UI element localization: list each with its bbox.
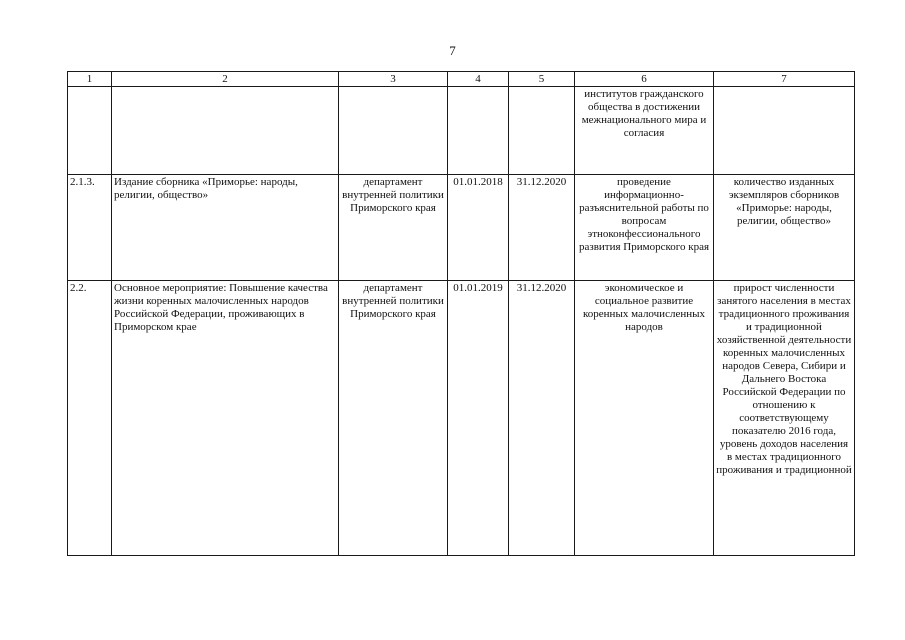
end-date-cell xyxy=(509,87,575,175)
start-date-cell xyxy=(448,87,509,175)
header-cell: 4 xyxy=(448,72,509,87)
table-row xyxy=(68,87,855,175)
header-cell: 1 xyxy=(68,72,112,87)
executor-cell xyxy=(339,87,448,175)
executor-cell: департамент внутренней политики Приморского края xyxy=(339,175,448,281)
end-date-cell: 31.12.2020 xyxy=(509,281,575,556)
end-date-cell: 31.12.2020 xyxy=(509,175,575,281)
header-cell: 7 xyxy=(714,72,855,87)
result-cell: институтов гражданского общества в достижении межнационального мира и согласия xyxy=(575,87,714,175)
result-cell: проведение информационно-разъяснительной работы по вопросам этноконфессионального развития Приморского края xyxy=(575,175,714,281)
start-date-cell: 01.01.2019 xyxy=(448,281,509,556)
result-cell: экономическое и социальное развитие коренных малочисленных народов xyxy=(575,281,714,556)
indicator-cell: прирост численности занятого населения в местах традиционного проживания и традиционной хозяйственной деятельности коренных малочисленных народов Севера, Сибири и Дальнего Востока Российской Федерации по отношению к соответствующему показателю 2016 года, уровень доходов населения в местах традиционного проживания и традиционной xyxy=(714,281,855,556)
executor-cell: департамент внутренней политики Приморского края xyxy=(339,281,448,556)
program-table xyxy=(67,71,855,556)
table-row xyxy=(68,175,855,281)
item-number-cell xyxy=(68,87,112,175)
item-name-cell xyxy=(112,87,339,175)
page-number: 7 xyxy=(449,43,456,58)
item-number-cell: 2.2. xyxy=(68,281,112,556)
header-cell: 6 xyxy=(575,72,714,87)
indicator-cell: количество изданных экземпляров сборников «Приморье: народы, религии, общество» xyxy=(714,175,855,281)
indicator-cell xyxy=(714,87,855,175)
item-number-cell: 2.1.3. xyxy=(68,175,112,281)
item-name-cell: Основное мероприятие: Повышение качества жизни коренных малочисленных народов Российской Федерации, проживающих в Приморском крае xyxy=(112,281,339,556)
header-cell: 5 xyxy=(509,72,575,87)
table-row xyxy=(68,281,855,556)
item-name-cell: Издание сборника «Приморье: народы, религии, общество» xyxy=(112,175,339,281)
header-cell: 3 xyxy=(339,72,448,87)
header-cell: 2 xyxy=(112,72,339,87)
start-date-cell: 01.01.2018 xyxy=(448,175,509,281)
header-row xyxy=(68,72,855,87)
